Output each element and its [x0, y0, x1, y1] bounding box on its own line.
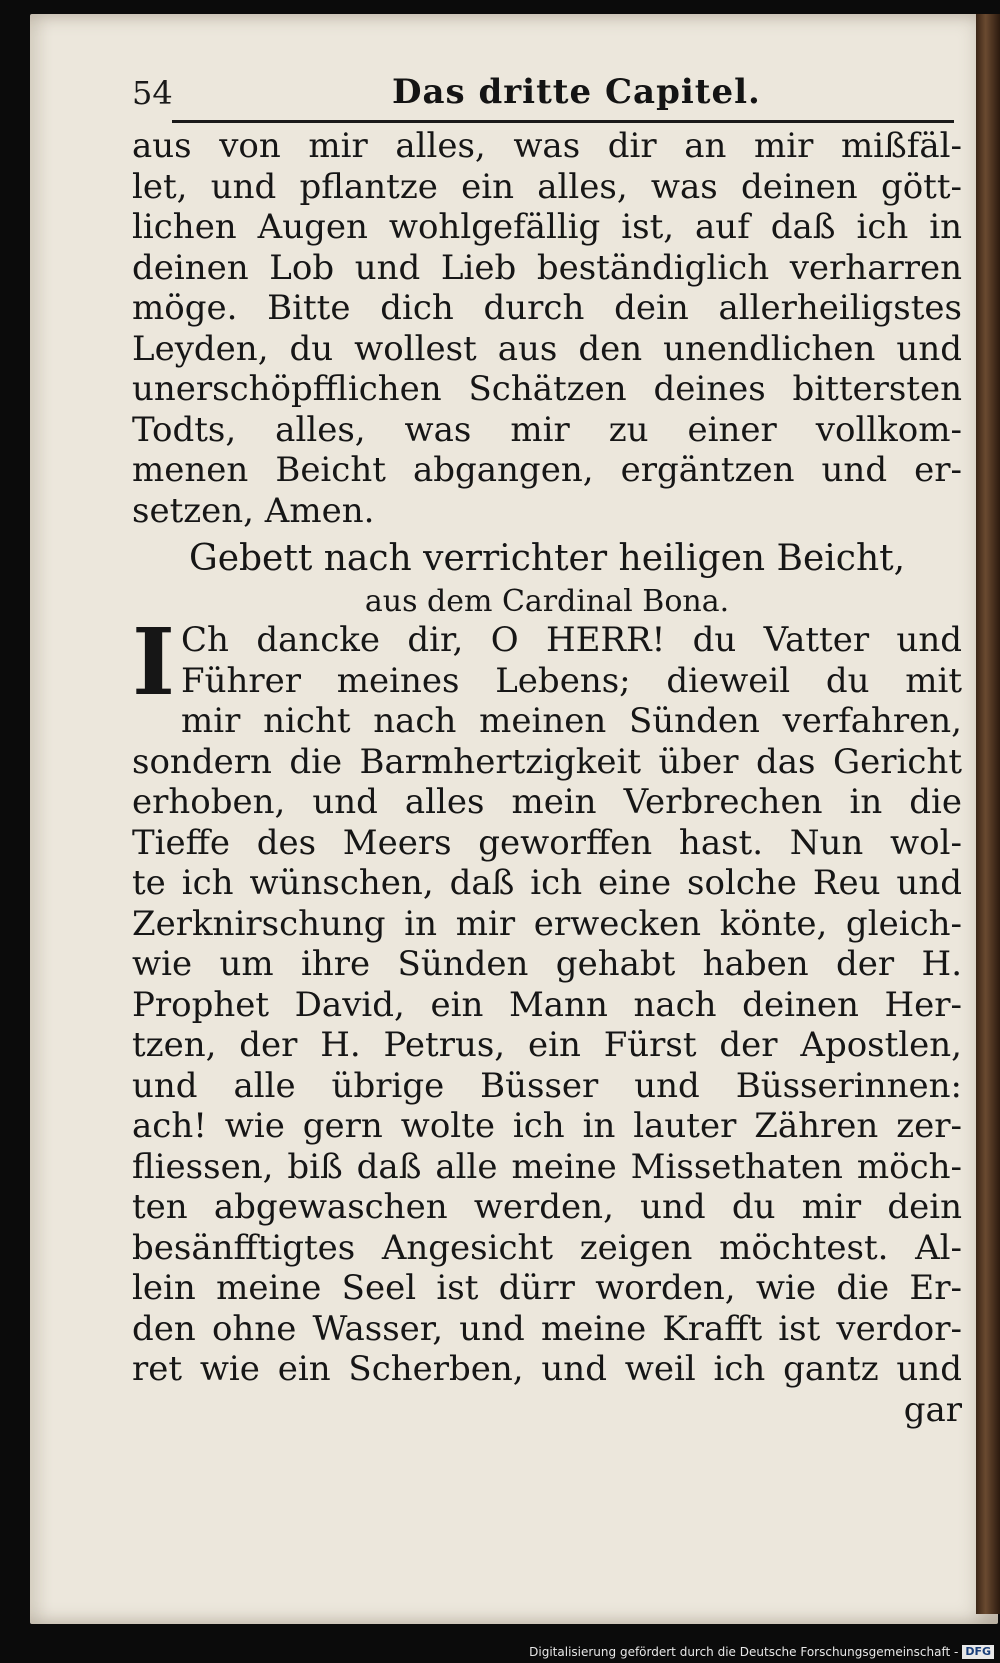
text-line: sondern die Barmhertzigkeit über das Gericht — [132, 741, 962, 782]
text-line: menen Beicht abgangen, ergäntzen und er- — [132, 450, 962, 490]
text-line: tzen, der H. Petrus, ein Fürst der Apostlen, — [132, 1025, 962, 1065]
text-line: möge. Bitte dich durch dein allerheiligstes — [132, 288, 962, 328]
text-line: Ch dancke dir, O HERR! du Vatter und — [181, 620, 962, 660]
text-line: lein meine Seel ist dürr worden, wie die Er- — [132, 1268, 962, 1308]
text-line: Prophet David, ein Mann nach deinen Her- — [132, 984, 962, 1025]
heading-title: Gebett nach verrichter heiligen Beicht, — [188, 538, 906, 579]
text-line: Todts, alles, was mir zu einer vollkom- — [132, 409, 962, 450]
digitization-footer — [529, 1645, 994, 1659]
footer-credit: Digitalisierung gefördert durch die Deutsche Forschungsgemeinschaft - — [529, 1645, 959, 1659]
text-line: ten abgewaschen werden, und du mir dein — [132, 1187, 962, 1227]
header-rule — [172, 120, 954, 123]
text-line: lichen Augen wohlgefällig ist, auf daß ich in — [132, 207, 962, 247]
text-line: erhoben, und alles mein Verbrechen in die — [132, 782, 962, 822]
text-line: und alle übrige Büsser und Büsserinnen: — [132, 1065, 962, 1106]
text-line: deinen Lob und Lieb beständiglich verharren — [132, 247, 962, 288]
text-line: Tieffe des Meers geworffen hast. Nun wol- — [132, 822, 962, 863]
heading-subtitle: aus dem Cardinal Bona. — [364, 584, 730, 619]
catchword: gar — [903, 1389, 962, 1430]
text-line: setzen, Amen. — [132, 490, 375, 531]
text-line: ret wie ein Scherben, und weil ich gantz und — [132, 1349, 962, 1389]
text-line: te ich wünschen, daß ich eine solche Reu und — [132, 863, 962, 903]
text-line: mir nicht nach meinen Sünden verfahren, — [181, 701, 962, 741]
text-line: let, und pflantze ein alles, was deinen gött- — [132, 166, 962, 207]
text-line: fliessen, biß daß alle meine Missethaten möch- — [132, 1146, 962, 1187]
text-line: Leyden, du wollest aus den unendlichen und — [132, 328, 962, 369]
text-line: besänfftigtes Angesicht zeigen möchtest. Al- — [132, 1227, 962, 1268]
dfg-logo: DFG — [962, 1645, 994, 1659]
page-number: 54 — [132, 74, 173, 112]
drop-cap: I — [132, 608, 176, 716]
paragraph-2 — [132, 608, 962, 1430]
prayer-heading — [132, 536, 962, 622]
running-head: Das dritte Capitel. — [392, 72, 761, 112]
page-header — [132, 70, 962, 120]
text-line: Führer meines Lebens; dieweil du mit — [181, 660, 962, 701]
page-edge — [976, 14, 1000, 1614]
paragraph-1 — [132, 126, 962, 531]
text-line: Zerknirschung in mir erwecken könte, gleich- — [132, 903, 962, 944]
text-line: den ohne Wasser, und meine Krafft ist verdor- — [132, 1308, 962, 1349]
text-line: ach! wie gern wolte ich in lauter Zähren zer- — [132, 1106, 962, 1146]
text-line: wie um ihre Sünden gehabt haben der H. — [132, 944, 962, 984]
text-line: aus von mir alles, was dir an mir mißfäl- — [132, 126, 962, 166]
text-line: unerschöpfflichen Schätzen deines bittersten — [132, 369, 962, 409]
